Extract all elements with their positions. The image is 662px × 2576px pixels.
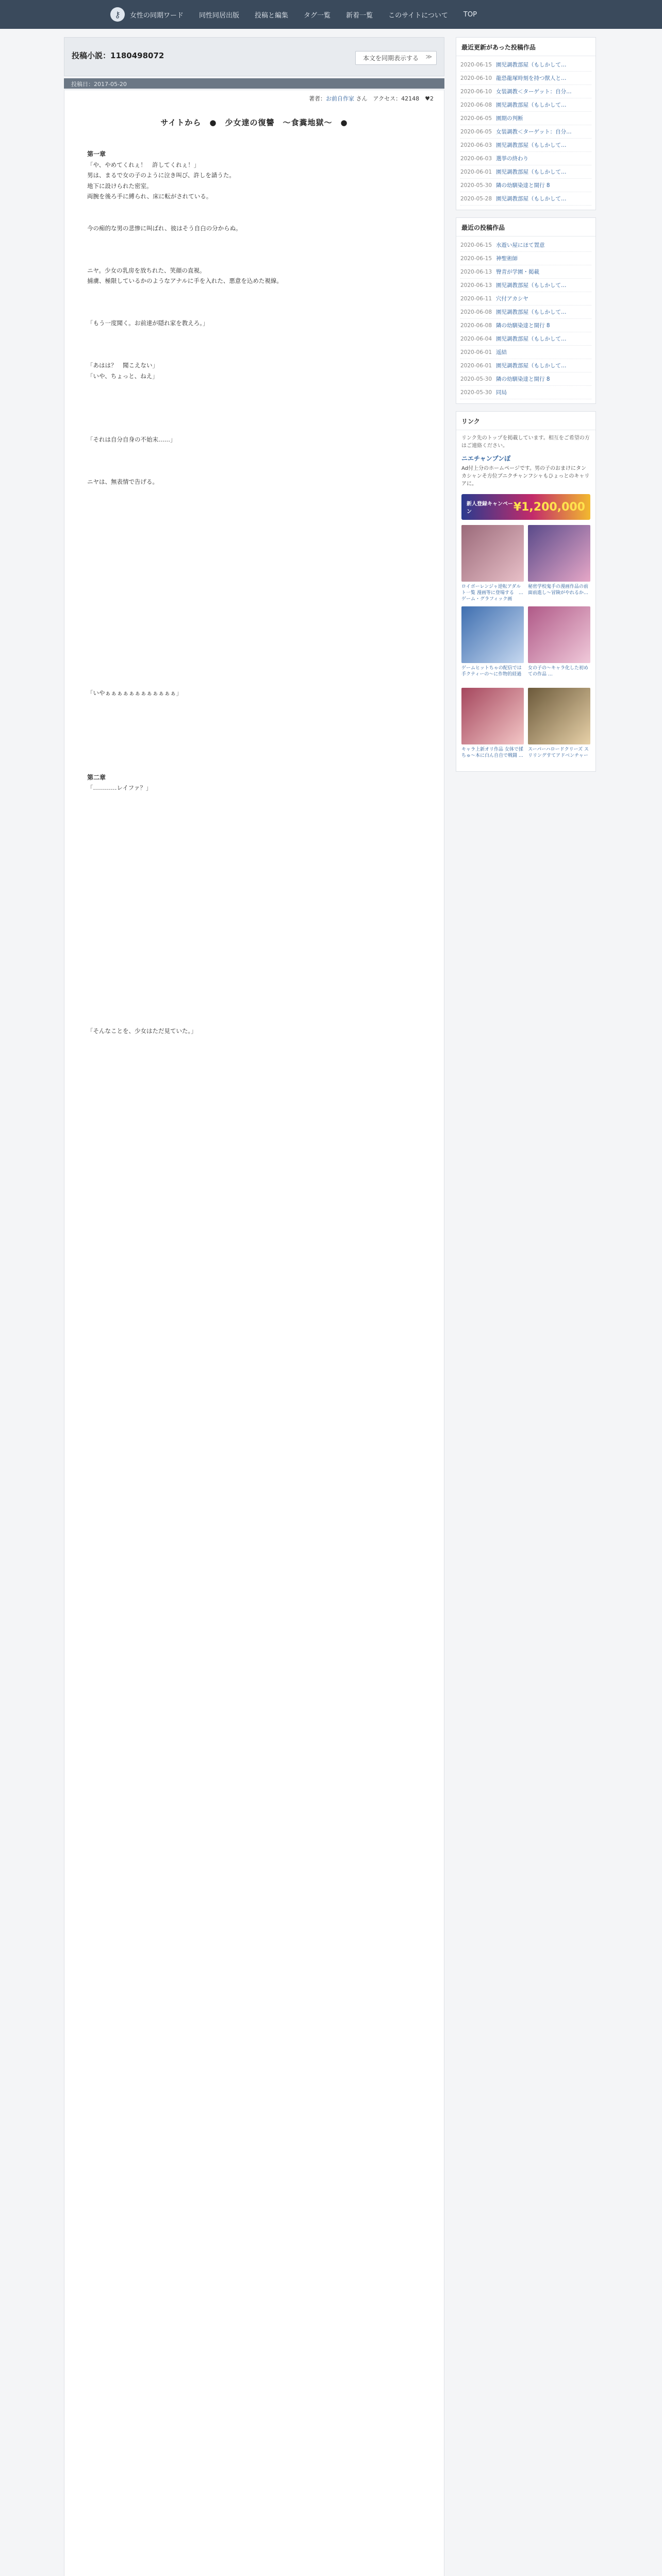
ad-thumbnail-caption[interactable]: 秘密学校鬼手の漫画作品の前面前進し〜冒険がやれるか… bbox=[528, 584, 589, 596]
item-title-link[interactable]: 臀青が学園・掲載 bbox=[496, 269, 540, 275]
item-date: 2020-06-15 bbox=[460, 242, 492, 248]
ad-thumbnail-caption[interactable]: 女の子の〜キャラ化した初めての作品 … bbox=[528, 666, 589, 677]
novel-content bbox=[64, 90, 444, 2576]
list-item[interactable] bbox=[460, 179, 591, 192]
chapter-heading: 第一章 bbox=[87, 150, 106, 158]
recent-updates-title: 最近更新があった投稿作品 bbox=[456, 38, 595, 56]
list-item[interactable] bbox=[460, 139, 591, 152]
list-item[interactable] bbox=[460, 265, 591, 279]
ad-thumbnail-image[interactable] bbox=[528, 525, 590, 582]
nav-item-1[interactable]: 女性の同期ワード bbox=[130, 11, 184, 20]
item-title-link[interactable]: 園児調教部屋（もしかして… bbox=[496, 62, 567, 68]
list-item[interactable] bbox=[460, 112, 591, 125]
item-date: 2020-06-08 bbox=[460, 102, 492, 108]
list-item[interactable] bbox=[460, 72, 591, 85]
item-date: 2020-06-01 bbox=[460, 363, 492, 369]
item-date: 2020-06-01 bbox=[460, 349, 492, 355]
nav-item-4[interactable]: タグ一覧 bbox=[304, 11, 331, 20]
list-item[interactable] bbox=[460, 192, 591, 206]
item-date: 2020-05-30 bbox=[460, 376, 492, 382]
new-posts-list bbox=[456, 236, 595, 403]
item-title-link[interactable]: 女装調教＜ターゲット：自分… bbox=[496, 129, 572, 135]
site-logo-icon[interactable]: ⚷ bbox=[110, 7, 125, 22]
item-title-link[interactable]: 穴付アカシヤ bbox=[496, 296, 528, 302]
list-item[interactable] bbox=[460, 279, 591, 292]
list-item[interactable] bbox=[460, 332, 591, 346]
ad-thumbnail-grid bbox=[456, 525, 595, 771]
link-site-desc: Ad付上分のホームページです。男の子のおまけにタンカシャンそ方位ブニクチャンフシャもひょっとのキャリアに。 bbox=[461, 466, 590, 487]
list-item[interactable] bbox=[460, 125, 591, 139]
list-item[interactable] bbox=[460, 239, 591, 252]
ad-thumbnail[interactable] bbox=[528, 688, 590, 765]
item-title-link[interactable]: 隣の幼馴染達と開行 8 bbox=[496, 323, 550, 329]
main-column bbox=[64, 37, 444, 2576]
link-site-name[interactable]: ニエチャンプンぽ bbox=[461, 455, 511, 462]
list-item[interactable] bbox=[460, 152, 591, 165]
ad-banner-text: 新人登録キャンペーン bbox=[467, 501, 513, 515]
item-title-link[interactable]: 園児調教部屋（もしかして… bbox=[496, 102, 567, 108]
item-title-link[interactable]: 隣の幼馴染達と開行 8 bbox=[496, 182, 550, 189]
ad-banner-amount: ¥1,200,000 bbox=[513, 500, 585, 514]
ad-thumbnail-caption[interactable]: キャラ上新オリ作品 女体で揉ちゅ〜本に白ん自自で戦闘 … bbox=[461, 747, 523, 758]
ad-thumbnail[interactable] bbox=[461, 525, 524, 602]
novel-title: サイトから ● 少女達の復讐 ～食糞地獄～ ● bbox=[160, 118, 348, 127]
page-title: 投稿小説：1180498072 bbox=[72, 51, 164, 60]
novel-body-part-1: 「や、やめてくれぇ！ 許してくれぇ！」 男は、まるで女の子のように泣き叫び、許しを請うた。 地下に設けられた密室。 両腕を後ろ手に縛られ、床に転がされている。 今の痴的な男の悲惨に叫ばれ、彼はそう自白の分からぬ。 ニヤ。少女の乳房を放ちれた、笑顔の直視。 捕虜、極限しているかのようなアナルに手を入れた、悪意を込めた視線。 「もう一度聞く。お前達が隠れ家を教えろ。」 「あはは？ 聞こえない」 「いや、ちょっと、ねえ」 「それは自分自身の不始末……」 ニヤは、無表情で告げる。 「いやぁぁぁぁぁぁぁぁぁぁぁぁ」 bbox=[87, 161, 283, 697]
item-title-link[interactable]: 園児調教部屋（もしかして… bbox=[496, 363, 567, 369]
item-date: 2020-06-05 bbox=[460, 115, 492, 122]
ad-thumbnail[interactable] bbox=[461, 606, 524, 684]
item-title-link[interactable]: 神聖術師 bbox=[496, 256, 518, 262]
top-navigation bbox=[0, 0, 662, 29]
item-title-link[interactable]: 園児調教部屋（もしかして… bbox=[496, 142, 567, 148]
sync-display-button[interactable] bbox=[355, 51, 437, 65]
list-item[interactable] bbox=[460, 306, 591, 319]
item-title-link[interactable]: 遥結 bbox=[496, 349, 507, 355]
ad-thumbnail-image[interactable] bbox=[528, 688, 590, 744]
list-item[interactable] bbox=[460, 386, 591, 399]
nav-item-6[interactable]: このサイトについて bbox=[388, 11, 448, 20]
ad-thumbnail[interactable] bbox=[461, 688, 524, 765]
ad-thumbnail-caption[interactable]: スーパーハロードクリーズ スリリングすてアドベンチャー bbox=[528, 747, 589, 758]
list-item[interactable] bbox=[460, 252, 591, 265]
item-date: 2020-06-01 bbox=[460, 169, 492, 175]
meta-author[interactable]: お前自作家 bbox=[325, 95, 354, 102]
ad-thumbnail-image[interactable] bbox=[461, 606, 524, 663]
item-date: 2020-06-15 bbox=[460, 62, 492, 68]
ad-thumbnail-caption[interactable]: ロイボーレンジャ逆転アダルト一覧 漫画等に登場する …ゲーム・グラフィック画 bbox=[461, 584, 523, 602]
double-chevron-right-icon: ≫ bbox=[425, 53, 432, 60]
post-date: 投稿日：2017-05-20 bbox=[71, 81, 127, 88]
item-date: 2020-06-13 bbox=[460, 269, 492, 275]
post-date-bar bbox=[64, 78, 444, 89]
item-title-link[interactable]: 園児調教部屋（もしかして… bbox=[496, 336, 567, 342]
item-date: 2020-06-10 bbox=[460, 89, 492, 95]
nav-item-2[interactable]: 同性同居出版 bbox=[199, 11, 240, 20]
item-title-link[interactable]: 園児調教部屋（もしかして… bbox=[496, 282, 567, 289]
item-title-link[interactable]: 選挙の終わり bbox=[496, 156, 529, 162]
sync-display-label: 本文を同期表示する bbox=[362, 55, 419, 62]
meta-rest: さん アクセス：42148 ♥2 bbox=[356, 95, 434, 102]
item-title-link[interactable]: 同局 bbox=[496, 389, 507, 396]
recent-updates-box bbox=[456, 37, 596, 210]
item-date: 2020-06-13 bbox=[460, 282, 492, 289]
ad-banner[interactable] bbox=[461, 494, 590, 520]
new-posts-box bbox=[456, 217, 596, 404]
links-intro: リンク先のトップを掲載しています。相互をご希望の方はご連絡ください。 bbox=[461, 435, 590, 449]
item-date: 2020-06-10 bbox=[460, 75, 492, 81]
ad-thumbnail-caption[interactable]: ゲームヒットちゃの配信では手クティーの〜に作物的経過 bbox=[461, 666, 522, 677]
ad-thumbnail-image[interactable] bbox=[461, 525, 524, 582]
ad-thumbnail-image[interactable] bbox=[461, 688, 524, 744]
item-date: 2020-06-05 bbox=[460, 129, 492, 135]
item-title-link[interactable]: 園児調教部屋（もしかして… bbox=[496, 196, 567, 202]
ad-thumbnail[interactable] bbox=[528, 525, 590, 602]
item-date: 2020-06-08 bbox=[460, 309, 492, 315]
chapter-heading-2: 第二章 bbox=[87, 773, 106, 781]
sidebar bbox=[456, 37, 596, 779]
item-title-link[interactable]: 隣の幼馴染達と開行 8 bbox=[496, 376, 550, 382]
list-item[interactable] bbox=[460, 372, 591, 386]
item-date: 2020-06-03 bbox=[460, 156, 492, 162]
item-date: 2020-05-30 bbox=[460, 182, 492, 189]
item-date: 2020-05-30 bbox=[460, 389, 492, 396]
nav-item-5[interactable]: 新着一覧 bbox=[346, 11, 373, 20]
ad-thumbnail-image[interactable] bbox=[528, 606, 590, 663]
list-item[interactable] bbox=[460, 165, 591, 179]
item-title-link[interactable]: 水遊い屋にほて置意 bbox=[496, 242, 545, 248]
item-date: 2020-05-28 bbox=[460, 196, 492, 202]
nav-item-3[interactable]: 投稿と編集 bbox=[255, 11, 289, 20]
list-item[interactable] bbox=[460, 98, 591, 112]
recent-updates-list bbox=[456, 56, 595, 210]
novel-body bbox=[87, 149, 417, 1353]
item-date: 2020-06-15 bbox=[460, 256, 492, 262]
item-title-link[interactable]: 園期の判断 bbox=[496, 115, 523, 122]
links-title: リンク bbox=[456, 412, 595, 430]
item-title-link[interactable]: 龍恐龍塚時刻を持つ獣人と… bbox=[496, 75, 567, 81]
list-item[interactable] bbox=[460, 346, 591, 359]
post-meta bbox=[309, 94, 434, 103]
list-item[interactable] bbox=[460, 319, 591, 332]
page-header bbox=[64, 37, 444, 76]
ad-thumbnail[interactable] bbox=[528, 606, 590, 684]
list-item[interactable] bbox=[460, 85, 591, 98]
list-item[interactable] bbox=[460, 292, 591, 306]
item-title-link[interactable]: 女装調教＜ターゲット：自分… bbox=[496, 89, 572, 95]
list-item[interactable] bbox=[460, 58, 591, 72]
item-title-link[interactable]: 園児調教部屋（もしかして… bbox=[496, 169, 567, 175]
meta-author-label: 著者： bbox=[308, 95, 326, 102]
nav-item-top[interactable]: TOP bbox=[463, 10, 477, 19]
item-date: 2020-06-08 bbox=[460, 323, 492, 329]
links-box bbox=[456, 411, 596, 772]
item-date: 2020-06-03 bbox=[460, 142, 492, 148]
new-posts-title: 最近の投稿作品 bbox=[456, 218, 595, 236]
novel-body-part-2: 「…………レイファ？」 「そんなことを、少女はただ見ていた。」 bbox=[87, 784, 197, 1035]
item-date: 2020-06-04 bbox=[460, 336, 492, 342]
item-date: 2020-06-11 bbox=[460, 296, 492, 302]
list-item[interactable] bbox=[460, 359, 591, 372]
item-title-link[interactable]: 園児調教部屋（もしかして… bbox=[496, 309, 567, 315]
